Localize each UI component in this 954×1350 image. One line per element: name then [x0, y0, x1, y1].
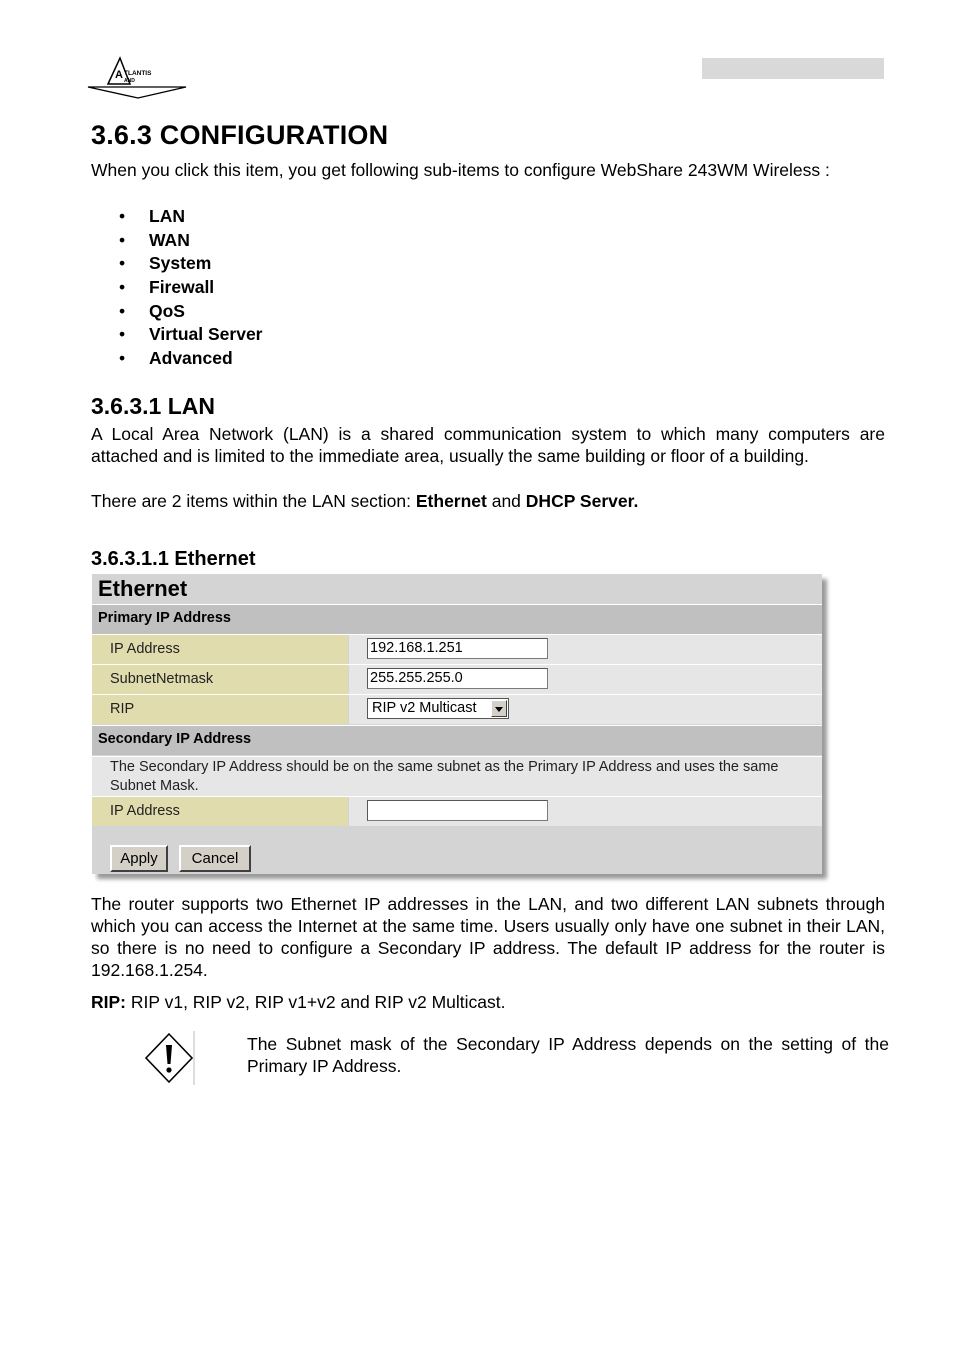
ethernet-description: The router supports two Ethernet IP addresses in the LAN, and two different LAN subnets through which you can access the Internet at the same time. Users usually only have one subnet in their LAN, so there is no need to configure a Secondary IP address. The default IP address for the router is 192.168.1.254.: [91, 894, 885, 980]
apply-button[interactable]: Apply: [110, 845, 168, 872]
section-intro: When you click this item, you get following sub-items to configure WebShare 243WM Wireless :: [91, 160, 830, 180]
list-item: • WAN: [91, 229, 263, 253]
lan-item-dhcp: DHCP Server.: [525, 491, 639, 511]
subnet-mask-row: [92, 664, 822, 694]
rip-term: RIP:: [91, 992, 126, 1012]
lan-title: 3.6.3.1 LAN: [91, 393, 215, 419]
svg-text:AND: AND: [124, 78, 135, 84]
lan-description: A Local Area Network (LAN) is a shared communication system to which many computers are attached and is limited to the immediate area, usually the same building or floor of a building.: [91, 424, 885, 466]
subnet-mask-label: SubnetNetmask: [110, 671, 214, 687]
svg-text:A: A: [115, 69, 123, 81]
svg-text:TLANTIS: TLANTIS: [124, 70, 152, 77]
lan-items-sentence: [91, 490, 885, 512]
ip-address-label: IP Address: [110, 641, 180, 657]
rip-description: [91, 991, 885, 1013]
secondary-ip-label: IP Address: [110, 803, 180, 819]
warning-icon: [143, 1031, 195, 1085]
rip-row: [92, 694, 822, 724]
rip-select-value: RIP v2 Multicast: [372, 700, 477, 716]
list-item: • Advanced: [91, 347, 263, 371]
atlantis-logo: [86, 54, 188, 100]
chevron-down-icon[interactable]: [491, 700, 507, 717]
list-item: • LAN: [91, 205, 263, 229]
rip-label: RIP: [110, 701, 135, 717]
lan-items-prefix: There are 2 items within the LAN section:: [91, 491, 416, 511]
rip-options: RIP v1, RIP v2, RIP v1+v2 and RIP v2 Multicast.: [126, 992, 506, 1012]
ethernet-panel: [92, 574, 822, 874]
secondary-ip-header: [92, 725, 822, 755]
panel-title: Ethernet: [98, 576, 188, 601]
header-bar: [702, 58, 884, 79]
secondary-ip-header-label: Secondary IP Address: [98, 731, 252, 747]
list-item: • Firewall: [91, 276, 263, 300]
cancel-button[interactable]: Cancel: [179, 845, 251, 872]
secondary-ip-input[interactable]: [367, 800, 548, 821]
lan-items-and: and: [486, 491, 526, 511]
rip-select[interactable]: [367, 698, 509, 719]
subnet-mask-input[interactable]: 255.255.255.0: [367, 668, 548, 689]
secondary-note-row: [92, 756, 822, 796]
ip-address-row: [92, 634, 822, 664]
lan-item-ethernet: Ethernet: [415, 491, 487, 511]
warning-text: The Subnet mask of the Secondary IP Address depends on the setting of the Primary IP Address.: [247, 1034, 889, 1076]
primary-ip-header: [92, 604, 822, 634]
list-item: • QoS: [91, 300, 263, 324]
section-title: 3.6.3 CONFIGURATION: [91, 120, 389, 150]
ethernet-heading: 3.6.3.1.1 Ethernet: [91, 548, 256, 570]
ip-address-input[interactable]: 192.168.1.251: [367, 638, 548, 659]
secondary-note: The Secondary IP Address should be on the same subnet as the Primary IP Address and uses the same Subnet Mask.: [110, 759, 779, 794]
submenu-list: [91, 205, 263, 371]
list-item: • Virtual Server: [91, 323, 263, 347]
primary-ip-header-label: Primary IP Address: [98, 610, 231, 626]
list-item: • System: [91, 252, 263, 276]
secondary-ip-row: [92, 796, 822, 826]
